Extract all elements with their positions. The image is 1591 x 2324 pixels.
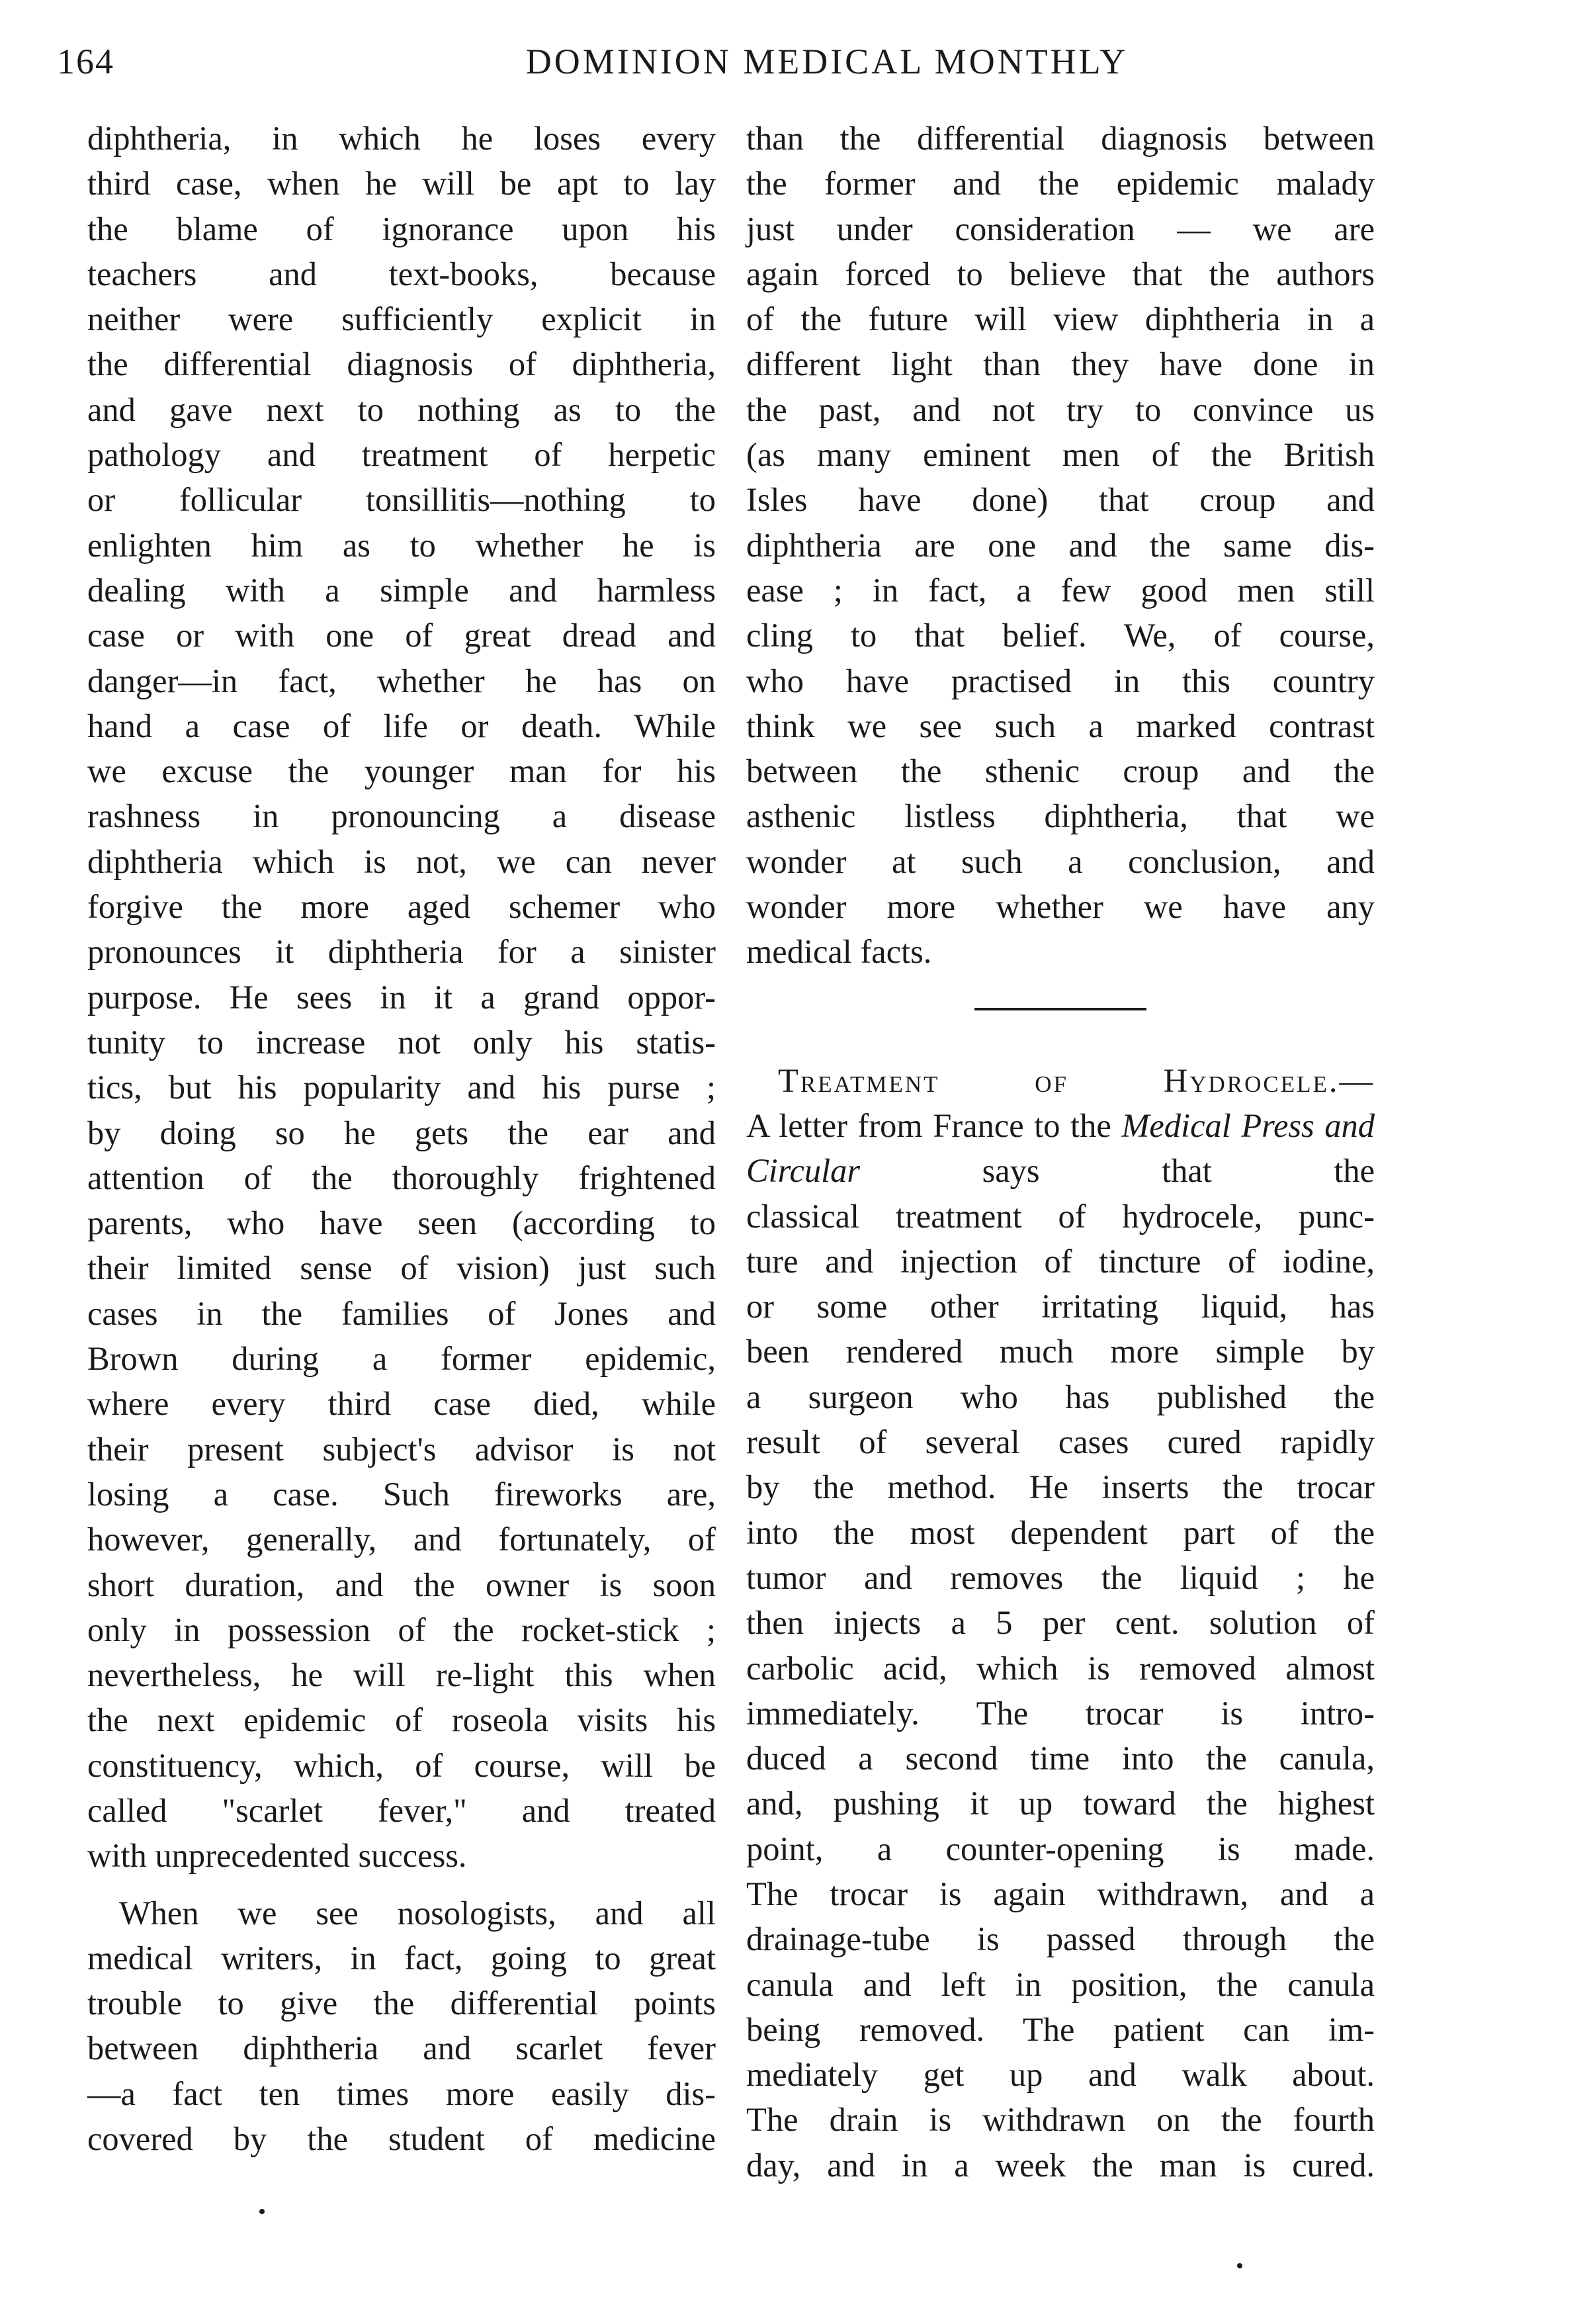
text-line: and, pushing it up toward the highest bbox=[746, 1785, 1375, 1822]
text-line: purpose. He sees in it a grand oppor- bbox=[87, 978, 716, 1016]
article-intro-text-end: says that the bbox=[982, 1152, 1375, 1190]
text-line: attention of the thoroughly frightened bbox=[87, 1159, 716, 1196]
paragraph-differential-diagnosis bbox=[746, 116, 1375, 975]
text-line: pronounces it diphtheria for a sinister bbox=[87, 933, 716, 971]
text-line: we excuse the younger man for his bbox=[87, 752, 716, 790]
text-line: however, generally, and fortunately, of bbox=[87, 1521, 716, 1558]
text-line: then injects a 5 per cent. solution of bbox=[746, 1604, 1375, 1642]
text-line: third case, when he will be apt to lay bbox=[87, 165, 716, 202]
text-line: diphtheria are one and the same dis- bbox=[746, 526, 1375, 564]
text-line: pathology and treatment of herpetic bbox=[87, 436, 716, 474]
text-line: drainage-tube is passed through the bbox=[746, 1920, 1375, 1958]
text-line: dealing with a simple and harmless bbox=[87, 571, 716, 609]
text-line: only in possession of the rocket-stick ; bbox=[87, 1611, 716, 1648]
text-line: wonder at such a conclusion, and bbox=[746, 842, 1375, 880]
text-line: between diphtheria and scarlet fever bbox=[87, 2030, 716, 2067]
text-line: just under consideration — we are bbox=[746, 210, 1375, 247]
article-heading: Treatment of Hydrocele.— bbox=[778, 1061, 1375, 1099]
text-line: the former and the epidemic malady bbox=[746, 165, 1375, 202]
text-line: being removed. The patient can im- bbox=[746, 2010, 1375, 2048]
text-line: neither were sufficiently explicit in bbox=[87, 300, 716, 338]
text-line: result of several cases cured rapidly bbox=[746, 1423, 1375, 1461]
article-first-line bbox=[746, 1058, 1375, 1103]
text-line: ease ; in fact, a few good men still bbox=[746, 571, 1375, 609]
text-line: rashness in pronouncing a disease bbox=[87, 797, 716, 835]
text-line: forgive the more aged schemer who bbox=[87, 888, 716, 926]
text-line: enlighten him as to whether he is bbox=[87, 526, 716, 564]
text-line: classical treatment of hydrocele, punc- bbox=[746, 1197, 1375, 1235]
text-line: their present subject's advisor is not bbox=[87, 1430, 716, 1468]
page-mark-dot bbox=[259, 2209, 265, 2214]
text-line: been rendered much more simple by bbox=[746, 1333, 1375, 1370]
text-line: Isles have done) that croup and bbox=[746, 481, 1375, 519]
text-line: different light than they have done in bbox=[746, 345, 1375, 383]
text-line: and gave next to nothing as to the bbox=[87, 390, 716, 428]
text-line: medical facts. bbox=[746, 933, 932, 971]
text-line: diphtheria, in which he loses every bbox=[87, 120, 716, 157]
text-line: asthenic listless diphtheria, that we bbox=[746, 797, 1375, 835]
text-line: cases in the families of Jones and bbox=[87, 1294, 716, 1332]
text-line: covered by the student of medicine bbox=[87, 2120, 716, 2158]
text-line: (as many eminent men of the British bbox=[746, 436, 1375, 474]
text-line: trouble to give the differential points bbox=[87, 1985, 716, 2022]
text-line: hand a case of life or death. While bbox=[87, 707, 716, 744]
text-line: the differential diagnosis of diphtheria, bbox=[87, 345, 716, 383]
text-line: —a fact ten times more easily dis- bbox=[87, 2075, 716, 2112]
text-line: by doing so he gets the ear and bbox=[87, 1114, 716, 1151]
text-line: than the differential diagnosis between bbox=[746, 120, 1375, 157]
text-line: teachers and text-books, because bbox=[87, 255, 716, 292]
text-line: or some other irritating liquid, has bbox=[746, 1288, 1375, 1325]
text-line: duced a second time into the canula, bbox=[746, 1740, 1375, 1777]
text-line: called "scarlet fever," and treated bbox=[87, 1791, 716, 1829]
text-line: The trocar is again withdrawn, and a bbox=[746, 1875, 1375, 1912]
text-line: medical writers, in fact, going to great bbox=[87, 1939, 716, 1977]
page-mark-dot bbox=[1237, 2263, 1242, 2268]
article-hydrocele bbox=[746, 1058, 1375, 2188]
text-line: or follicular tonsillitis—nothing to bbox=[87, 481, 716, 519]
text-line: Brown during a former epidemic, bbox=[87, 1340, 716, 1378]
article-second-line bbox=[746, 1103, 1375, 1194]
text-line: immediately. The trocar is intro- bbox=[746, 1694, 1375, 1732]
section-divider bbox=[974, 1008, 1146, 1010]
right-column bbox=[746, 116, 1375, 2188]
text-line: parents, who have seen (according to bbox=[87, 1204, 716, 1242]
left-column bbox=[87, 116, 716, 2161]
text-line: carbolic acid, which is removed almost bbox=[746, 1649, 1375, 1687]
running-head: DOMINION MEDICAL MONTHLY bbox=[525, 42, 1129, 81]
page-number: 164 bbox=[57, 42, 114, 81]
text-line: think we see such a marked contrast bbox=[746, 707, 1375, 744]
text-line: of the future will view diphtheria in a bbox=[746, 300, 1375, 338]
text-line: into the most dependent part of the bbox=[746, 1513, 1375, 1551]
paragraph-nosologists bbox=[87, 1891, 716, 2162]
text-line: case or with one of great dread and bbox=[87, 617, 716, 654]
text-line: with unprecedented success. bbox=[87, 1837, 467, 1875]
article-body bbox=[746, 1194, 1375, 2188]
text-line: the next epidemic of roseola visits his bbox=[87, 1701, 716, 1739]
text-line: constituency, which, of course, will be bbox=[87, 1746, 716, 1784]
text-line: tics, but his popularity and his purse ; bbox=[87, 1069, 716, 1106]
text-line: who have practised in this country bbox=[746, 662, 1375, 699]
text-line: their limited sense of vision) just such bbox=[87, 1249, 716, 1287]
text-line: day, and in a week the man is cured. bbox=[746, 2146, 1375, 2184]
text-line: between the sthenic croup and the bbox=[746, 752, 1375, 790]
text-line: mediately get up and walk about. bbox=[746, 2056, 1375, 2094]
text-line: cling to that belief. We, of course, bbox=[746, 617, 1375, 654]
text-line: losing a case. Such fireworks are, bbox=[87, 1475, 716, 1513]
text-line: where every third case died, while bbox=[87, 1385, 716, 1423]
text-line: by the method. He inserts the trocar bbox=[746, 1468, 1375, 1506]
cited-journal-name: Medical Press and Circular bbox=[746, 1106, 1375, 1190]
text-line: The drain is withdrawn on the fourth bbox=[746, 2101, 1375, 2139]
text-line: canula and left in position, the canula bbox=[746, 1965, 1375, 2003]
text-line: short duration, and the owner is soon bbox=[87, 1566, 716, 1603]
text-line: tunity to increase not only his statis- bbox=[87, 1023, 716, 1061]
text-line: diphtheria which is not, we can never bbox=[87, 842, 716, 880]
text-line: danger—in fact, whether he has on bbox=[87, 662, 716, 699]
text-line: When we see nosologists, and all bbox=[119, 1894, 716, 1932]
article-intro-text: A letter from France to the bbox=[746, 1106, 1111, 1144]
paragraph-diphtheria-continued bbox=[87, 116, 716, 1879]
text-line: again forced to believe that the authors bbox=[746, 255, 1375, 292]
text-line: tumor and removes the liquid ; he bbox=[746, 1558, 1375, 1596]
text-line: nevertheless, he will re-light this when bbox=[87, 1656, 716, 1694]
text-line: wonder more whether we have any bbox=[746, 888, 1375, 926]
text-line: point, a counter-opening is made. bbox=[746, 1830, 1375, 1867]
text-line: the blame of ignorance upon his bbox=[87, 210, 716, 247]
text-line: a surgeon who has published the bbox=[746, 1378, 1375, 1415]
text-line: the past, and not try to convince us bbox=[746, 390, 1375, 428]
text-line: ture and injection of tincture of iodine, bbox=[746, 1242, 1375, 1280]
